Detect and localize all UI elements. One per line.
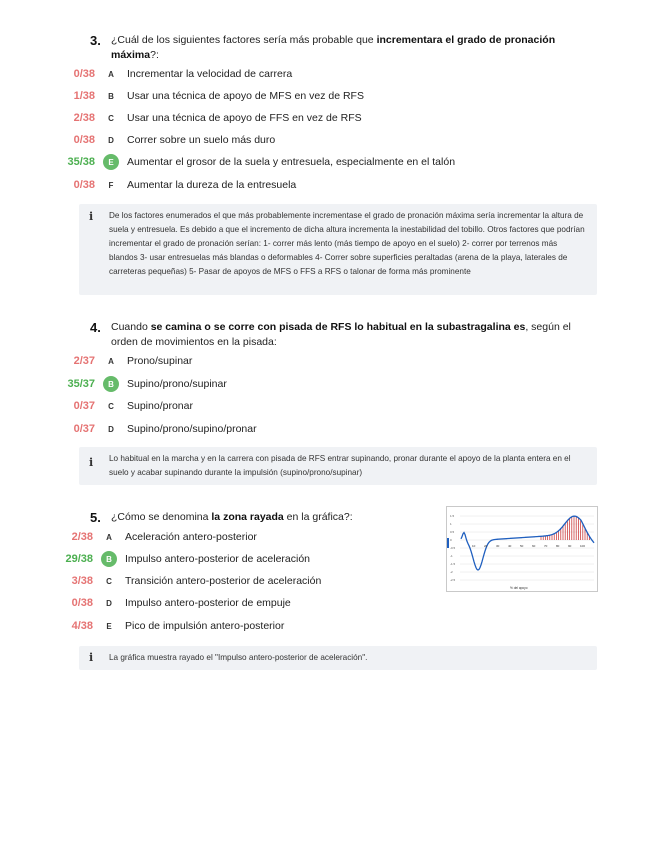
q4-option-a-count: 2/37 bbox=[73, 355, 95, 367]
q5-option-c-label: Transición antero-posterior de aceleración bbox=[125, 575, 322, 587]
graph-axis-marker bbox=[447, 538, 449, 548]
q4-option-b-label: Supino/prono/supinar bbox=[127, 378, 227, 390]
q5-option-a-letter: A bbox=[106, 532, 112, 542]
q3-option-c-count: 2/38 bbox=[73, 112, 95, 124]
q3-option-b-letter: B bbox=[108, 91, 114, 101]
q4-option-b[interactable] bbox=[0, 375, 654, 393]
q4-option-d-count: 0/37 bbox=[73, 423, 95, 435]
y-tick: -0.5 bbox=[450, 546, 456, 550]
info-icon: i bbox=[89, 651, 94, 664]
q4-option-d-label: Supino/prono/supino/pronar bbox=[127, 423, 257, 435]
q5-option-c-letter: C bbox=[106, 576, 112, 586]
q4-option-a[interactable] bbox=[0, 352, 654, 370]
x-tick: 10 bbox=[472, 544, 476, 548]
x-tick: 60 bbox=[532, 544, 536, 548]
x-tick: 100 bbox=[580, 544, 586, 548]
q5-option-e-label: Pico de impulsión antero-posterior bbox=[125, 620, 285, 632]
x-tick: 90 bbox=[568, 544, 572, 548]
y-tick: 1 bbox=[450, 522, 452, 526]
q3-explanation bbox=[79, 204, 597, 295]
q3-option-e-count: 35/38 bbox=[67, 156, 95, 168]
q4-option-b-count: 35/37 bbox=[67, 378, 95, 390]
question-3-text: ¿Cuál de los siguientes factores sería más probable que incrementara el grado de pronación máxima?: bbox=[111, 34, 556, 61]
q5-option-b-label: Impulso antero-posterior de aceleración bbox=[125, 553, 311, 565]
q5-option-b[interactable] bbox=[0, 550, 440, 568]
info-icon: i bbox=[89, 456, 94, 469]
q4-option-c-label: Supino/pronar bbox=[127, 400, 193, 412]
q5-option-a[interactable] bbox=[0, 528, 440, 546]
q3-option-e-letter: E bbox=[103, 154, 119, 170]
q4-option-c-count: 0/37 bbox=[73, 400, 95, 412]
q3-option-d-count: 0/38 bbox=[73, 134, 95, 146]
q3-option-e[interactable] bbox=[0, 153, 654, 171]
q5-option-b-count: 29/38 bbox=[65, 553, 93, 565]
question-4-text: Cuando se camina o se corre con pisada de RFS lo habitual en la subastragalina es, según el orden de movimientos en la pisada: bbox=[111, 321, 571, 348]
info-icon: i bbox=[89, 210, 94, 223]
y-tick: -2.5 bbox=[450, 578, 456, 582]
q5-option-a-label: Aceleración antero-posterior bbox=[125, 531, 257, 543]
y-tick: 0.5 bbox=[450, 530, 455, 534]
x-tick: 20 bbox=[484, 544, 488, 548]
q3-option-f[interactable] bbox=[0, 176, 654, 194]
y-tick: -2 bbox=[450, 570, 453, 574]
q3-option-f-label: Aumentar la dureza de la entresuela bbox=[127, 179, 297, 191]
y-tick: 0 bbox=[450, 538, 452, 542]
q4-option-d[interactable] bbox=[0, 420, 654, 438]
q3-option-d-letter: D bbox=[108, 135, 114, 145]
x-tick: 50 bbox=[520, 544, 524, 548]
y-tick: -1 bbox=[450, 554, 453, 558]
q5-option-d-count: 0/38 bbox=[71, 597, 93, 609]
q4-option-c-letter: C bbox=[108, 401, 114, 411]
q3-option-f-letter: F bbox=[108, 180, 114, 190]
q3-option-a-label: Incrementar la velocidad de carrera bbox=[127, 68, 293, 80]
x-tick: 70 bbox=[544, 544, 548, 548]
q5-option-e[interactable] bbox=[0, 617, 440, 635]
q3-option-b-label: Usar una técnica de apoyo de MFS en vez de RFS bbox=[127, 90, 364, 102]
q4-explanation bbox=[79, 447, 597, 485]
q3-option-c-label: Usar una técnica de apoyo de FFS en vez de RFS bbox=[127, 112, 362, 124]
question-5-text: ¿Cómo se denomina la zona rayada en la gráfica?: bbox=[111, 511, 353, 523]
q4-option-a-label: Prono/supinar bbox=[127, 355, 193, 367]
q5-explanation bbox=[79, 646, 597, 670]
q5-option-a-count: 2/38 bbox=[71, 531, 93, 543]
q3-option-b[interactable] bbox=[0, 87, 654, 105]
q3-option-c[interactable] bbox=[0, 109, 654, 127]
q5-option-c[interactable] bbox=[0, 572, 440, 590]
q5-option-c-count: 3/38 bbox=[71, 575, 93, 587]
q3-option-f-count: 0/38 bbox=[73, 179, 95, 191]
x-tick: 80 bbox=[556, 544, 560, 548]
q5-option-e-letter: E bbox=[106, 621, 112, 631]
q3-option-c-letter: C bbox=[108, 113, 114, 123]
graph-frame bbox=[447, 507, 598, 592]
q3-option-e-label: Aumentar el grosor de la suela y entresuela, especialmente en el talón bbox=[127, 156, 456, 168]
q3-option-a[interactable] bbox=[0, 65, 654, 83]
question-3-number: 3. bbox=[90, 33, 101, 48]
graph-x-label: % del apoyo bbox=[510, 586, 528, 590]
q3-option-a-letter: A bbox=[108, 69, 114, 79]
q3-option-a-count: 0/38 bbox=[73, 68, 95, 80]
force-graph bbox=[446, 506, 598, 592]
question-4-number: 4. bbox=[90, 320, 101, 335]
q5-option-b-letter: B bbox=[101, 551, 117, 567]
q4-explanation-text: Lo habitual en la marcha y en la carrera con pisada de RFS entrar supinando, pronar durante el apoyo de la planta entera en el suelo y acabar supinando durante la impulsión (supino/prono/supinar) bbox=[109, 454, 571, 477]
question-5-number: 5. bbox=[90, 510, 101, 525]
q4-option-b-letter: B bbox=[103, 376, 119, 392]
q3-option-d[interactable] bbox=[0, 131, 654, 149]
q3-explanation-text: De los factores enumerados el que más probablemente incrementase el grado de pronación máxima sería incrementar la altura de suela y entresuela. Es debido a que el incremento de dicha altura incrementa la inestabilidad del tobillo. Otros factores que podrían incrementar el grado de pronación serían: 1- correr más lento (más tiempo de apoyo en el suelo) 2- correr por terrenos más blandos 3- usar entresuelas más blandas o deformables 4- Correr sobre superficies peraltadas (arena de la playa, laterales de carreteras pequeñas) 5- Pasar de apoyos de MFS o FFS a RFS o talonar de forma más prominente bbox=[109, 211, 585, 276]
q5-option-d[interactable] bbox=[0, 594, 440, 612]
q4-option-c[interactable] bbox=[0, 397, 654, 415]
q4-option-a-letter: A bbox=[108, 356, 114, 366]
x-tick: 30 bbox=[496, 544, 500, 548]
q3-option-b-count: 1/38 bbox=[73, 90, 95, 102]
q5-option-e-count: 4/38 bbox=[71, 620, 93, 632]
y-tick: 1.5 bbox=[450, 514, 455, 518]
q3-option-d-label: Correr sobre un suelo más duro bbox=[127, 134, 276, 146]
q5-explanation-text: La gráfica muestra rayado el "Impulso antero-posterior de aceleración". bbox=[109, 653, 368, 662]
q5-option-d-letter: D bbox=[106, 598, 112, 608]
q5-option-d-label: Impulso antero-posterior de empuje bbox=[125, 597, 291, 609]
x-tick: 40 bbox=[508, 544, 512, 548]
y-tick: -1.5 bbox=[450, 562, 456, 566]
q4-option-d-letter: D bbox=[108, 424, 114, 434]
